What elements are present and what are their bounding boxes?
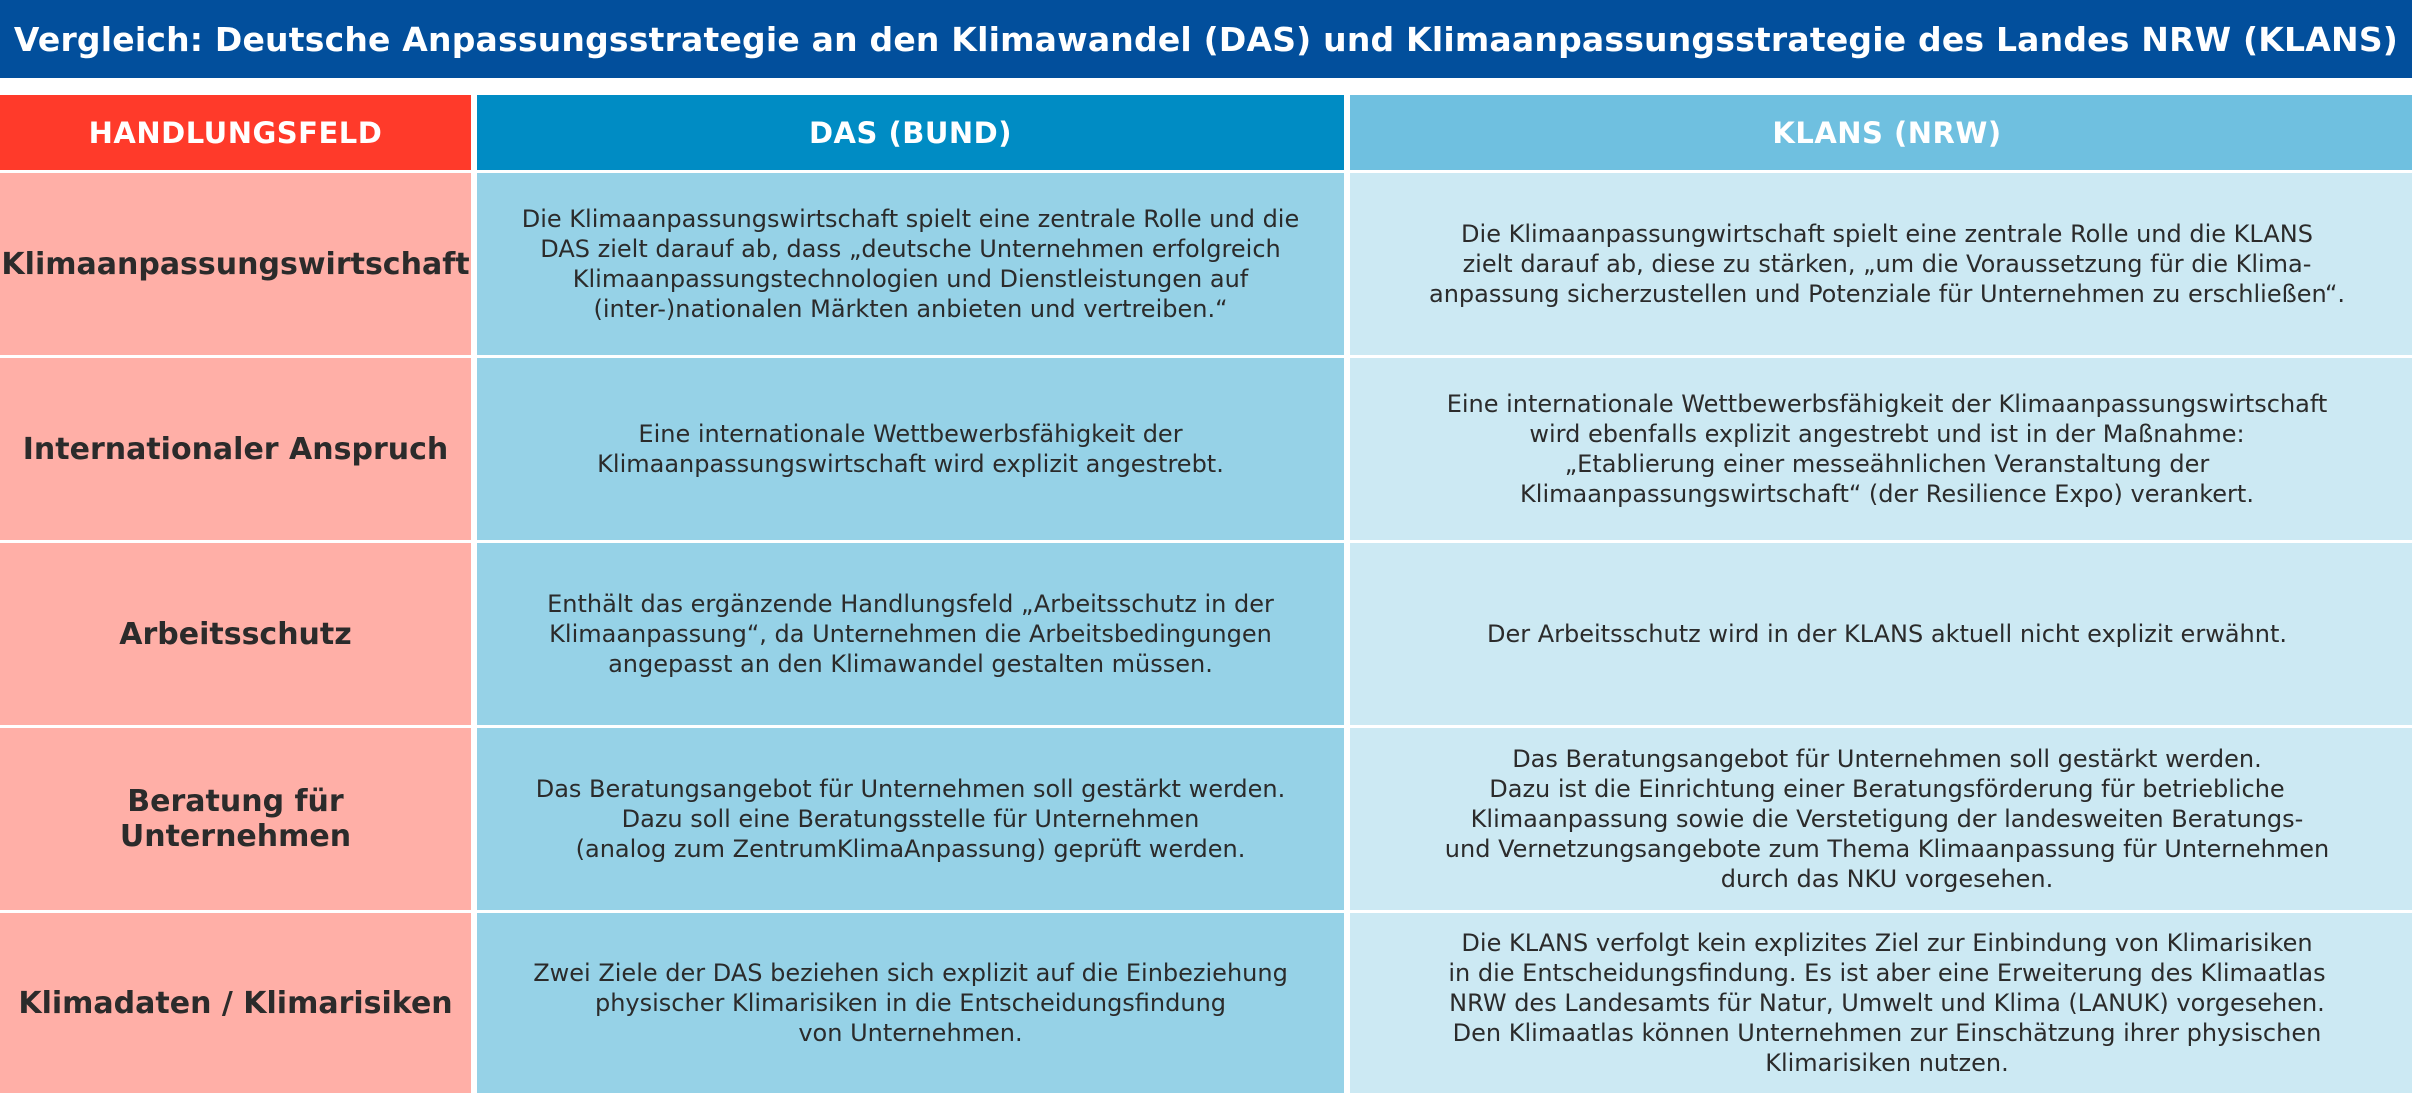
klans-text: Die Klimaanpassungwirtschaft spielt eine zentrale Rolle und die KLANS zielt darauf ab, diese zu stärken, „um die Voraussetzung für die Klima- anpassung sicherzustellen und Potenziale für Unternehmen zu erschließen“.: [1428, 220, 2346, 308]
das-text: Das Beratungsangebot für Unternehmen soll gestärkt werden. Dazu soll eine Beratungsstelle für Unternehmen (analog zum ZentrumKlimaAnpassung) geprüft werden.: [535, 775, 1286, 863]
klans-text: Das Beratungsangebot für Unternehmen soll gestärkt werden. Dazu ist die Einrichtung einer Beratungsförderung für betriebliche Klimaanpassung sowie die Verstetigung der landesweiten Beratungs- und Vernetzungsangebote zum Thema Klimaanpassung für Unternehmen durch das NKU vorgesehen.: [1444, 745, 2330, 893]
field-label: Klimadaten / Klimarisiken: [18, 985, 453, 1021]
das-cell-beratung: [477, 728, 1344, 910]
klans-text: Eine internationale Wettbewerbsfähigkeit der Klimaanpassungswirtschaft wird ebenfalls explizit angestrebt und ist in der Maßnahme: „Etablierung einer messeähnlichen Veranstaltung der Klimaanpassungswirtschaft“ (der Resilience Expo) verankert.: [1446, 390, 2328, 508]
field-cell-internationaler-anspruch: [0, 358, 471, 540]
header-klans: KLANS (NRW): [1350, 95, 2412, 170]
klans-cell-beratung: [1350, 728, 2412, 910]
das-cell-arbeitsschutz: [477, 543, 1344, 725]
klans-cell-klimadaten: [1350, 913, 2412, 1093]
klans-cell-internationaler-anspruch: [1350, 358, 2412, 540]
klans-cell-arbeitsschutz: [1350, 543, 2412, 725]
das-text: Die Klimaanpassungswirtschaft spielt eine zentrale Rolle und die DAS zielt darauf ab, dass „deutsche Unternehmen erfolgreich Klimaanpassungstechnologien und Dienstleistungen auf (inter-)nationalen Märkten anbieten und vertreiben.“: [521, 205, 1300, 323]
header-das: DAS (BUND): [477, 95, 1344, 170]
page-title: Vergleich: Deutsche Anpassungsstrategie an den Klimawandel (DAS) und Klimaanpassungsstrategie des Landes NRW (KLANS): [0, 0, 2412, 78]
das-cell-klimaanpassungswirtschaft: [477, 173, 1344, 355]
field-cell-arbeitsschutz: [0, 543, 471, 725]
field-label: Klimaanpassungswirtschaft: [1, 246, 470, 282]
das-text: Eine internationale Wettbewerbsfähigkeit der Klimaanpassungswirtschaft wird explizit angestrebt.: [597, 420, 1224, 478]
klans-cell-klimaanpassungswirtschaft: [1350, 173, 2412, 355]
field-cell-klimadaten: [0, 913, 471, 1093]
das-cell-internationaler-anspruch: [477, 358, 1344, 540]
field-cell-beratung: [0, 728, 471, 910]
field-label: Arbeitsschutz: [119, 616, 352, 652]
klans-text: Der Arbeitsschutz wird in der KLANS aktuell nicht explizit erwähnt.: [1486, 620, 2287, 648]
comparison-table: [0, 95, 2412, 1090]
field-label: Internationaler Anspruch: [22, 431, 449, 467]
das-text: Enthält das ergänzende Handlungsfeld „Arbeitsschutz in der Klimaanpassung“, da Unternehmen die Arbeitsbedingungen angepasst an den Klimawandel gestalten müssen.: [547, 590, 1274, 678]
field-cell-klimaanpassungswirtschaft: [0, 173, 471, 355]
field-label: Beratung für Unternehmen: [119, 784, 352, 854]
header-handlungsfeld: HANDLUNGSFELD: [0, 95, 471, 170]
klans-text: Die KLANS verfolgt kein explizites Ziel zur Einbindung von Klimarisiken in die Entscheidungsfindung. Es ist aber eine Erweiterung des Klimaatlas NRW des Landesamts für Natur, Umwelt und Klima (LANUK) vorgesehen. Den Klimaatlas können Unternehmen zur Einschätzung ihrer physischen Klimarisiken nutzen.: [1448, 929, 2326, 1077]
das-cell-klimadaten: [477, 913, 1344, 1093]
das-text: Zwei Ziele der DAS beziehen sich explizit auf die Einbeziehung physischer Klimarisiken in die Entscheidungsfindung von Unternehmen.: [533, 959, 1288, 1047]
